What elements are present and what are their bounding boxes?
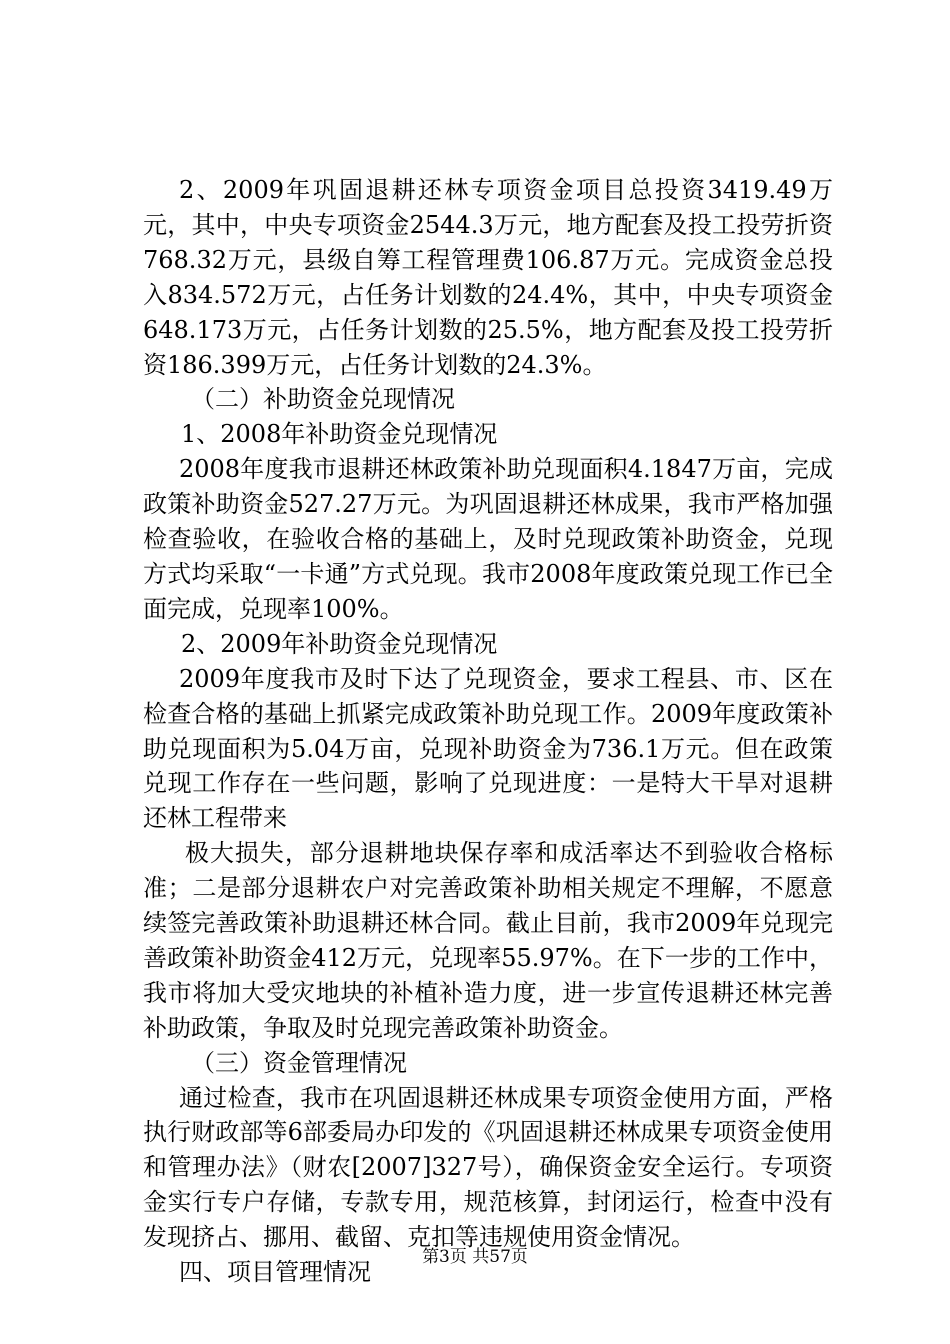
page-number: 第3页 共57页 (422, 1247, 528, 1267)
paragraph-fund-management: 通过检查，我市在巩固退耕还林成果专项资金使用方面，严格执行财政部等6部委局办印发的《巩固退耕还林成果专项资金使用和管理办法》（财农[2007]327号），确保资金安全运行。专项资金实行专户存储，专款专用，规范核算，封闭运行，检查中没有发现挤占、挪用、截留、克扣等违规使用资金情况。 (143, 1083, 833, 1252)
heading-fund-management: （三）资金管理情况 (191, 1048, 407, 1077)
subheading-2008: 1、2008年补助资金兑现情况 (181, 420, 498, 449)
paragraph-investment: 2、2009年巩固退耕还林专项资金项目总投资3419.49万元，其中，中央专项资金2544.3万元，地方配套及投工投劳折资768.32万元，县级自筹工程管理费106.87万元。完成资金总投入834.572万元，占任务计划数的24.4%，其中，中央专项资金648.173万元，占任务计划数的25.5%，地方配套及投工投劳折资186.399万元，占任务计划数的24.3%。 (143, 176, 833, 379)
paragraph-2009: 2009年度我市及时下达了兑现资金，要求工程县、市、区在检查合格的基础上抓紧完成政策补助兑现工作。2009年度政策补助兑现面积为5.04万亩，兑现补助资金为736.1万元。但在政策兑现工作存在一些问题，影响了兑现进度：一是特大干旱对退耕还林工程带来 (143, 664, 833, 833)
paragraph-2008: 2008年度我市退耕还林政策补助兑现面积4.1847万亩，完成政策补助资金527.27万元。为巩固退耕还林成果，我市严格加强检查验收，在验收合格的基础上，及时兑现政策补助资金，兑现方式均采取“一卡通”方式兑现。我市2008年度政策兑现工作已全面完成，兑现率100%。 (143, 455, 833, 623)
heading-subsidy-cashing: （二）补助资金兑现情况 (191, 385, 455, 414)
document-body (143, 173, 833, 1290)
heading-project-management: 四、项目管理情况 (179, 1258, 371, 1287)
subheading-2009: 2、2009年补助资金兑现情况 (181, 629, 498, 658)
paragraph-2009-continued: 极大损失，部分退耕地块保存率和成活率达不到验收合格标准；二是部分退耕农户对完善政策补助相关规定不理解，不愿意续签完善政策补助退耕还林合同。截止目前，我市2009年兑现完善政策补助资金412万元，兑现率55.97%。在下一步的工作中，我市将加大受灾地块的补植补造力度，进一步宣传退耕还林完善补助政策，争取及时兑现完善政策补助资金。 (143, 839, 833, 1042)
